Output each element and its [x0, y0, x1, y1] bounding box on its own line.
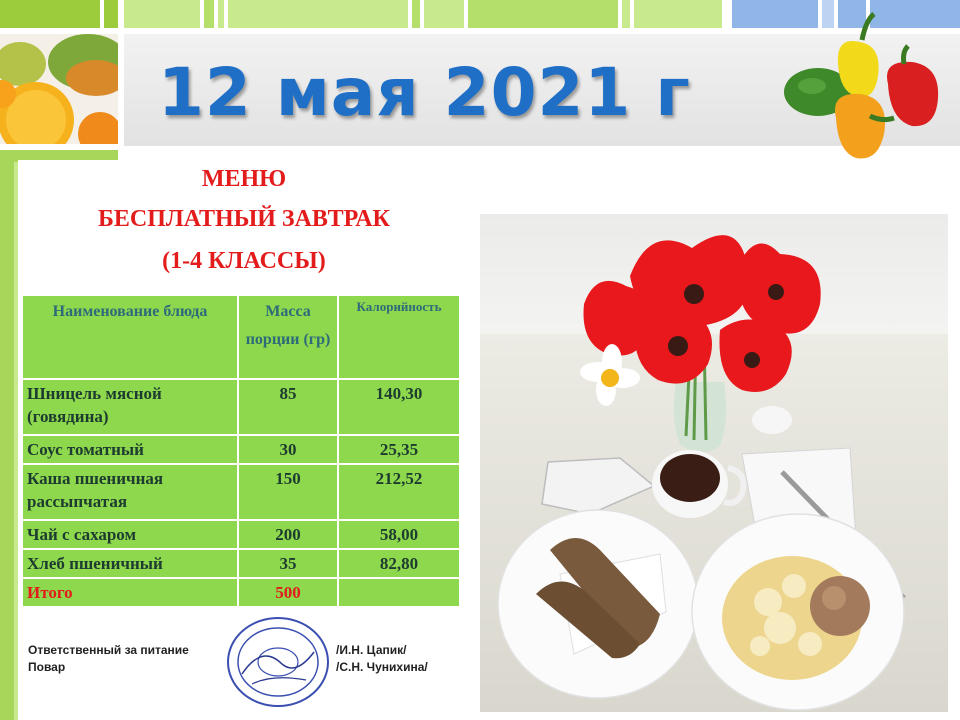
table-total-row [23, 579, 459, 606]
dish-mass: 200 [239, 521, 337, 548]
menu-subtitle: БЕСПЛАТНЫЙ ЗАВТРАК [98, 206, 390, 232]
page-title: 12 мая 2021 г [158, 54, 691, 131]
dish-name: Хлеб пшеничный [23, 550, 237, 577]
column-header-calories: Калорийность [339, 296, 459, 378]
menu-table [21, 294, 461, 608]
menu-title: МЕНЮ [201, 166, 287, 192]
dish-name: Чай с сахаром [23, 521, 237, 548]
dish-name: Шницель мясной (говядина) [23, 380, 237, 434]
breakfast-photo [480, 214, 948, 712]
dish-name: Соус томатный [23, 436, 237, 463]
table-row [23, 521, 459, 548]
table-row [23, 436, 459, 463]
footer-labels [28, 642, 189, 676]
column-header-mass: Масса порции (гр) [239, 296, 337, 378]
menu-grade: (1-4 КЛАССЫ) [162, 248, 326, 274]
dish-calories: 82,80 [339, 550, 459, 577]
bell-peppers-image [778, 6, 948, 166]
dish-mass: 35 [239, 550, 337, 577]
dish-calories: 25,35 [339, 436, 459, 463]
dish-name: Каша пшеничная рассыпчатая [23, 465, 237, 519]
footer-names [336, 642, 428, 676]
column-header-name: Наименование блюда [23, 296, 237, 378]
official-seal-stamp [222, 614, 334, 710]
dish-calories: 140,30 [339, 380, 459, 434]
responsible-label: Ответственный за питание [28, 643, 189, 657]
responsible-name: /И.Н. Цапик/ [336, 643, 407, 657]
total-label: Итого [23, 579, 237, 606]
citrus-fruit-image [0, 34, 118, 144]
dish-calories: 58,00 [339, 521, 459, 548]
dish-mass: 85 [239, 380, 337, 434]
table-row [23, 380, 459, 434]
table-header-row [23, 296, 459, 378]
dish-mass: 150 [239, 465, 337, 519]
total-calories [339, 579, 459, 606]
table-row [23, 465, 459, 519]
dish-calories: 212,52 [339, 465, 459, 519]
table-row [23, 550, 459, 577]
cook-name: /С.Н. Чунихина/ [336, 660, 428, 674]
total-mass: 500 [239, 579, 337, 606]
cook-label: Повар [28, 660, 66, 674]
dish-mass: 30 [239, 436, 337, 463]
